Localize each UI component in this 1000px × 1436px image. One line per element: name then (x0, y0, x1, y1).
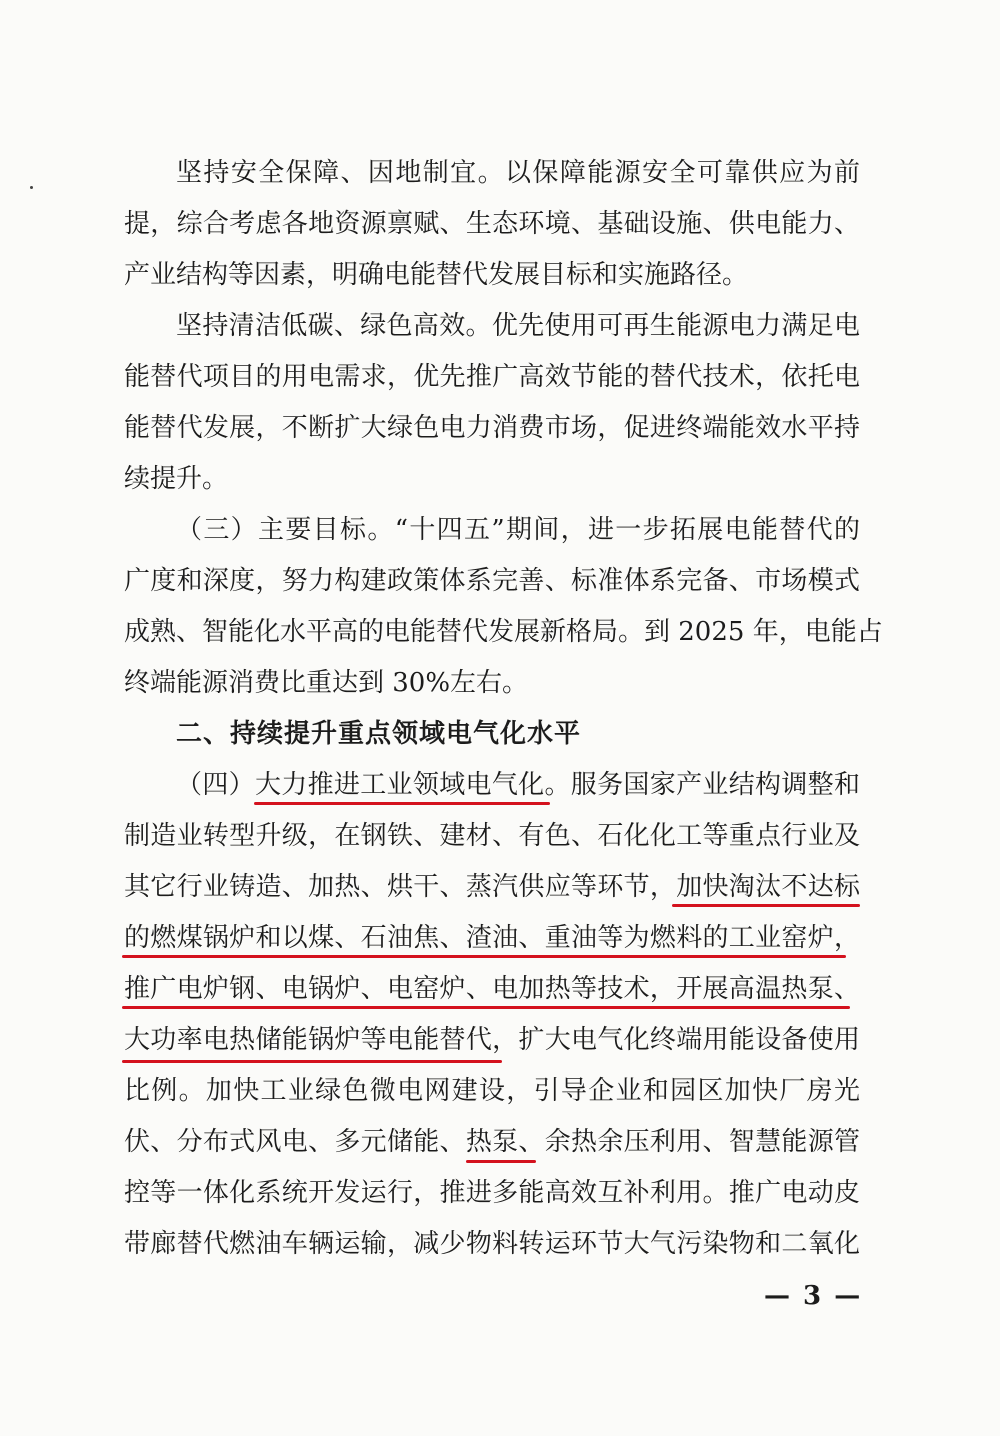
red-underline (466, 1160, 536, 1163)
scan-speck (30, 186, 33, 189)
text-line: 伏、分布式风电、多元储能、热泵、余热余压利用、智慧能源管 (124, 1127, 860, 1157)
text-line: （四）大力推进工业领域电气化。服务国家产业结构调整和 (176, 770, 860, 800)
text-line: 能替代发展，不断扩大绿色电力消费市场，促进终端能效水平持 (124, 413, 860, 443)
section-heading: 二、持续提升重点领域电气化水平 (176, 719, 582, 749)
text-line: 续提升。 (124, 464, 229, 494)
text-line: 的燃煤锅炉和以煤、石油焦、渣油、重油等为燃料的工业窑炉， (124, 923, 860, 953)
text-line: 能替代项目的用电需求，优先推广高效节能的替代技术，依托电 (124, 362, 860, 392)
red-underline (254, 802, 550, 805)
page-number: — 3 — (764, 1281, 863, 1311)
text-line: 控等一体化系统开发运行，推进多能高效互补利用。推广电动皮 (124, 1178, 860, 1208)
text-line: 广度和深度，努力构建政策体系完善、标准体系完备、市场模式 (124, 566, 860, 596)
text-line: 产业结构等因素，明确电能替代发展目标和实施路径。 (124, 260, 749, 290)
text-line: 成熟、智能化水平高的电能替代发展新格局。到 2025 年，电能占 (124, 617, 883, 647)
text-line: 推广电炉钢、电锅炉、电窑炉、电加热等技术，开展高温热泵、 (124, 974, 860, 1004)
red-underline (122, 955, 846, 958)
red-underline (122, 1006, 850, 1009)
text-line: 比例。加快工业绿色微电网建设，引导企业和园区加快厂房光 (124, 1076, 860, 1106)
text-line: 坚持安全保障、因地制宜。以保障能源安全可靠供应为前 (176, 158, 860, 188)
text-line: 带廊替代燃油车辆运输，减少物料转运环节大气污染物和二氧化 (124, 1229, 860, 1259)
red-underline (672, 904, 860, 907)
text-line: 其它行业铸造、加热、烘干、蒸汽供应等环节，加快淘汰不达标 (124, 872, 860, 902)
text-line: （三）主要目标。“十四五”期间，进一步拓展电能替代的 (176, 515, 860, 545)
text-line: 坚持清洁低碳、绿色高效。优先使用可再生能源电力满足电 (176, 311, 860, 341)
text-line: 制造业转型升级，在钢铁、建材、有色、石化化工等重点行业及 (124, 821, 860, 851)
text-line: 大功率电热储能锅炉等电能替代，扩大电气化终端用能设备使用 (124, 1025, 860, 1055)
text-line: 提，综合考虑各地资源禀赋、生态环境、基础设施、供电能力、 (124, 209, 860, 239)
text-line: 终端能源消费比重达到 30%左右。 (124, 668, 529, 698)
red-underline (122, 1060, 502, 1063)
